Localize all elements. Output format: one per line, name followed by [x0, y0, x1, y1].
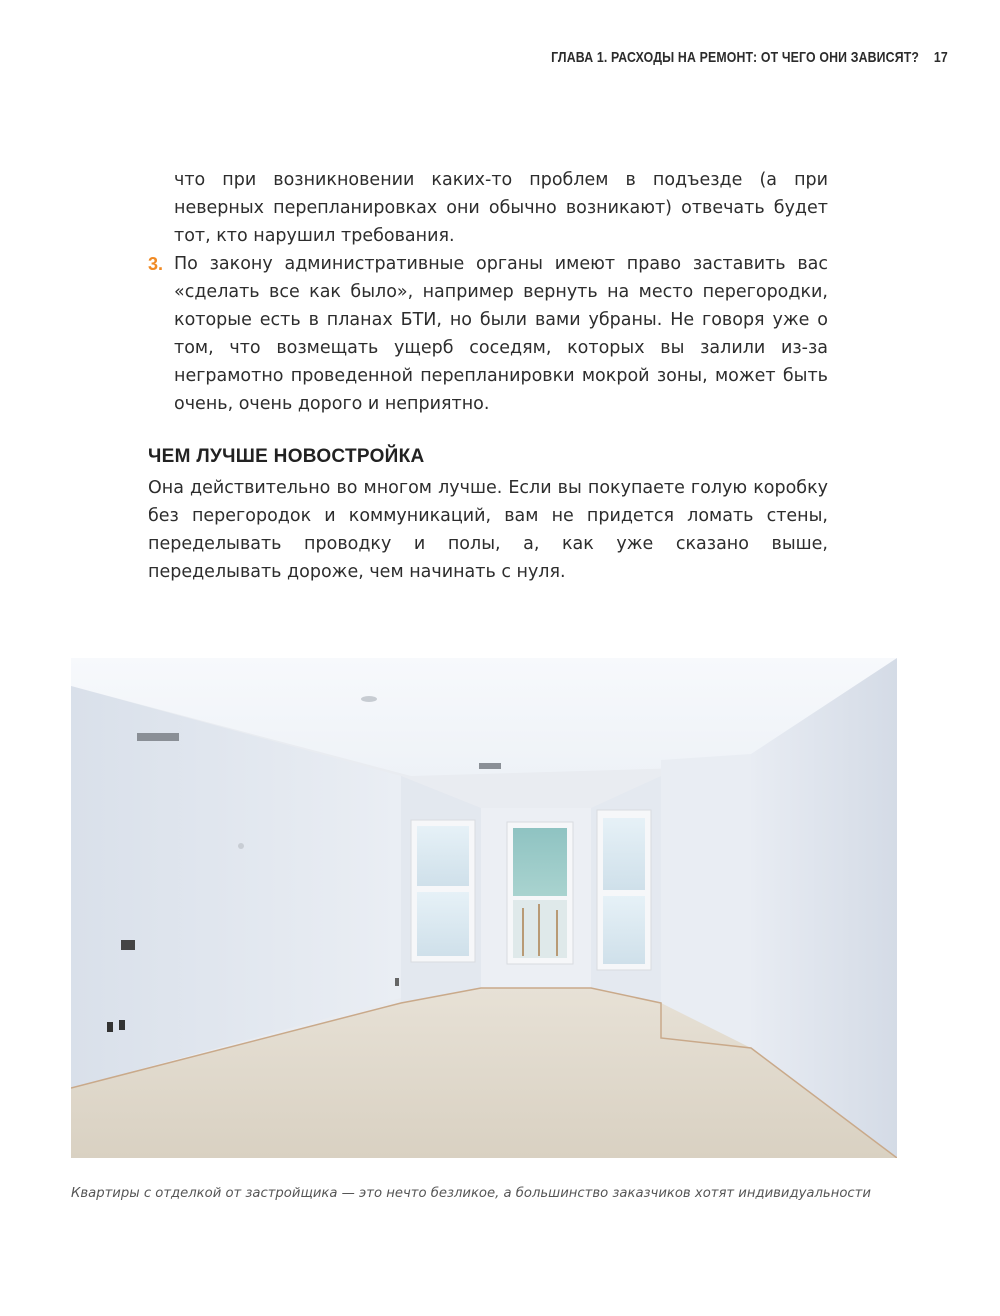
list-number: 3.: [148, 254, 164, 274]
chapter-title: ГЛАВА 1. РАСХОДЫ НА РЕМОНТ: ОТ ЧЕГО ОНИ ЗАВИСЯТ?: [551, 49, 920, 66]
running-header: [551, 49, 948, 66]
figure-caption: Квартиры с отделкой от застройщика — это нечто безликое, а большинство заказчиков хотят индивидуальности: [71, 1186, 871, 1201]
page-number: 17: [933, 49, 948, 66]
list-item-text: По закону административные органы имеют право заставить вас «сделать все как было», например вернуть на место перегородки, которые есть в планах БТИ, но были вами убраны. Не говоря уже о том, что возмещать ущерб соседям, которых вы залили из-за неграмотно проведенной перепланировки мокрой зоны, может быть очень, очень дорого и неприятно.: [174, 254, 828, 414]
section-body: Она действительно во многом лучше. Если вы покупаете голую коробку без перегородок и коммуникаций, вам не придется ломать стены, переделывать проводку и полы, а, как уже сказано выше, переделывать дороже, чем начинать с нуля.: [148, 478, 828, 582]
room-photo: [71, 658, 897, 1158]
list-item-3: [148, 250, 828, 418]
section-heading: ЧЕМ ЛУЧШЕ НОВОСТРОЙКА: [148, 446, 425, 467]
list-item-continuation: что при возникновении каких-то проблем в подъезде (а при неверных перепланировках они обычно возникают) отвечать будет тот, кто нарушил требования.: [174, 170, 828, 246]
